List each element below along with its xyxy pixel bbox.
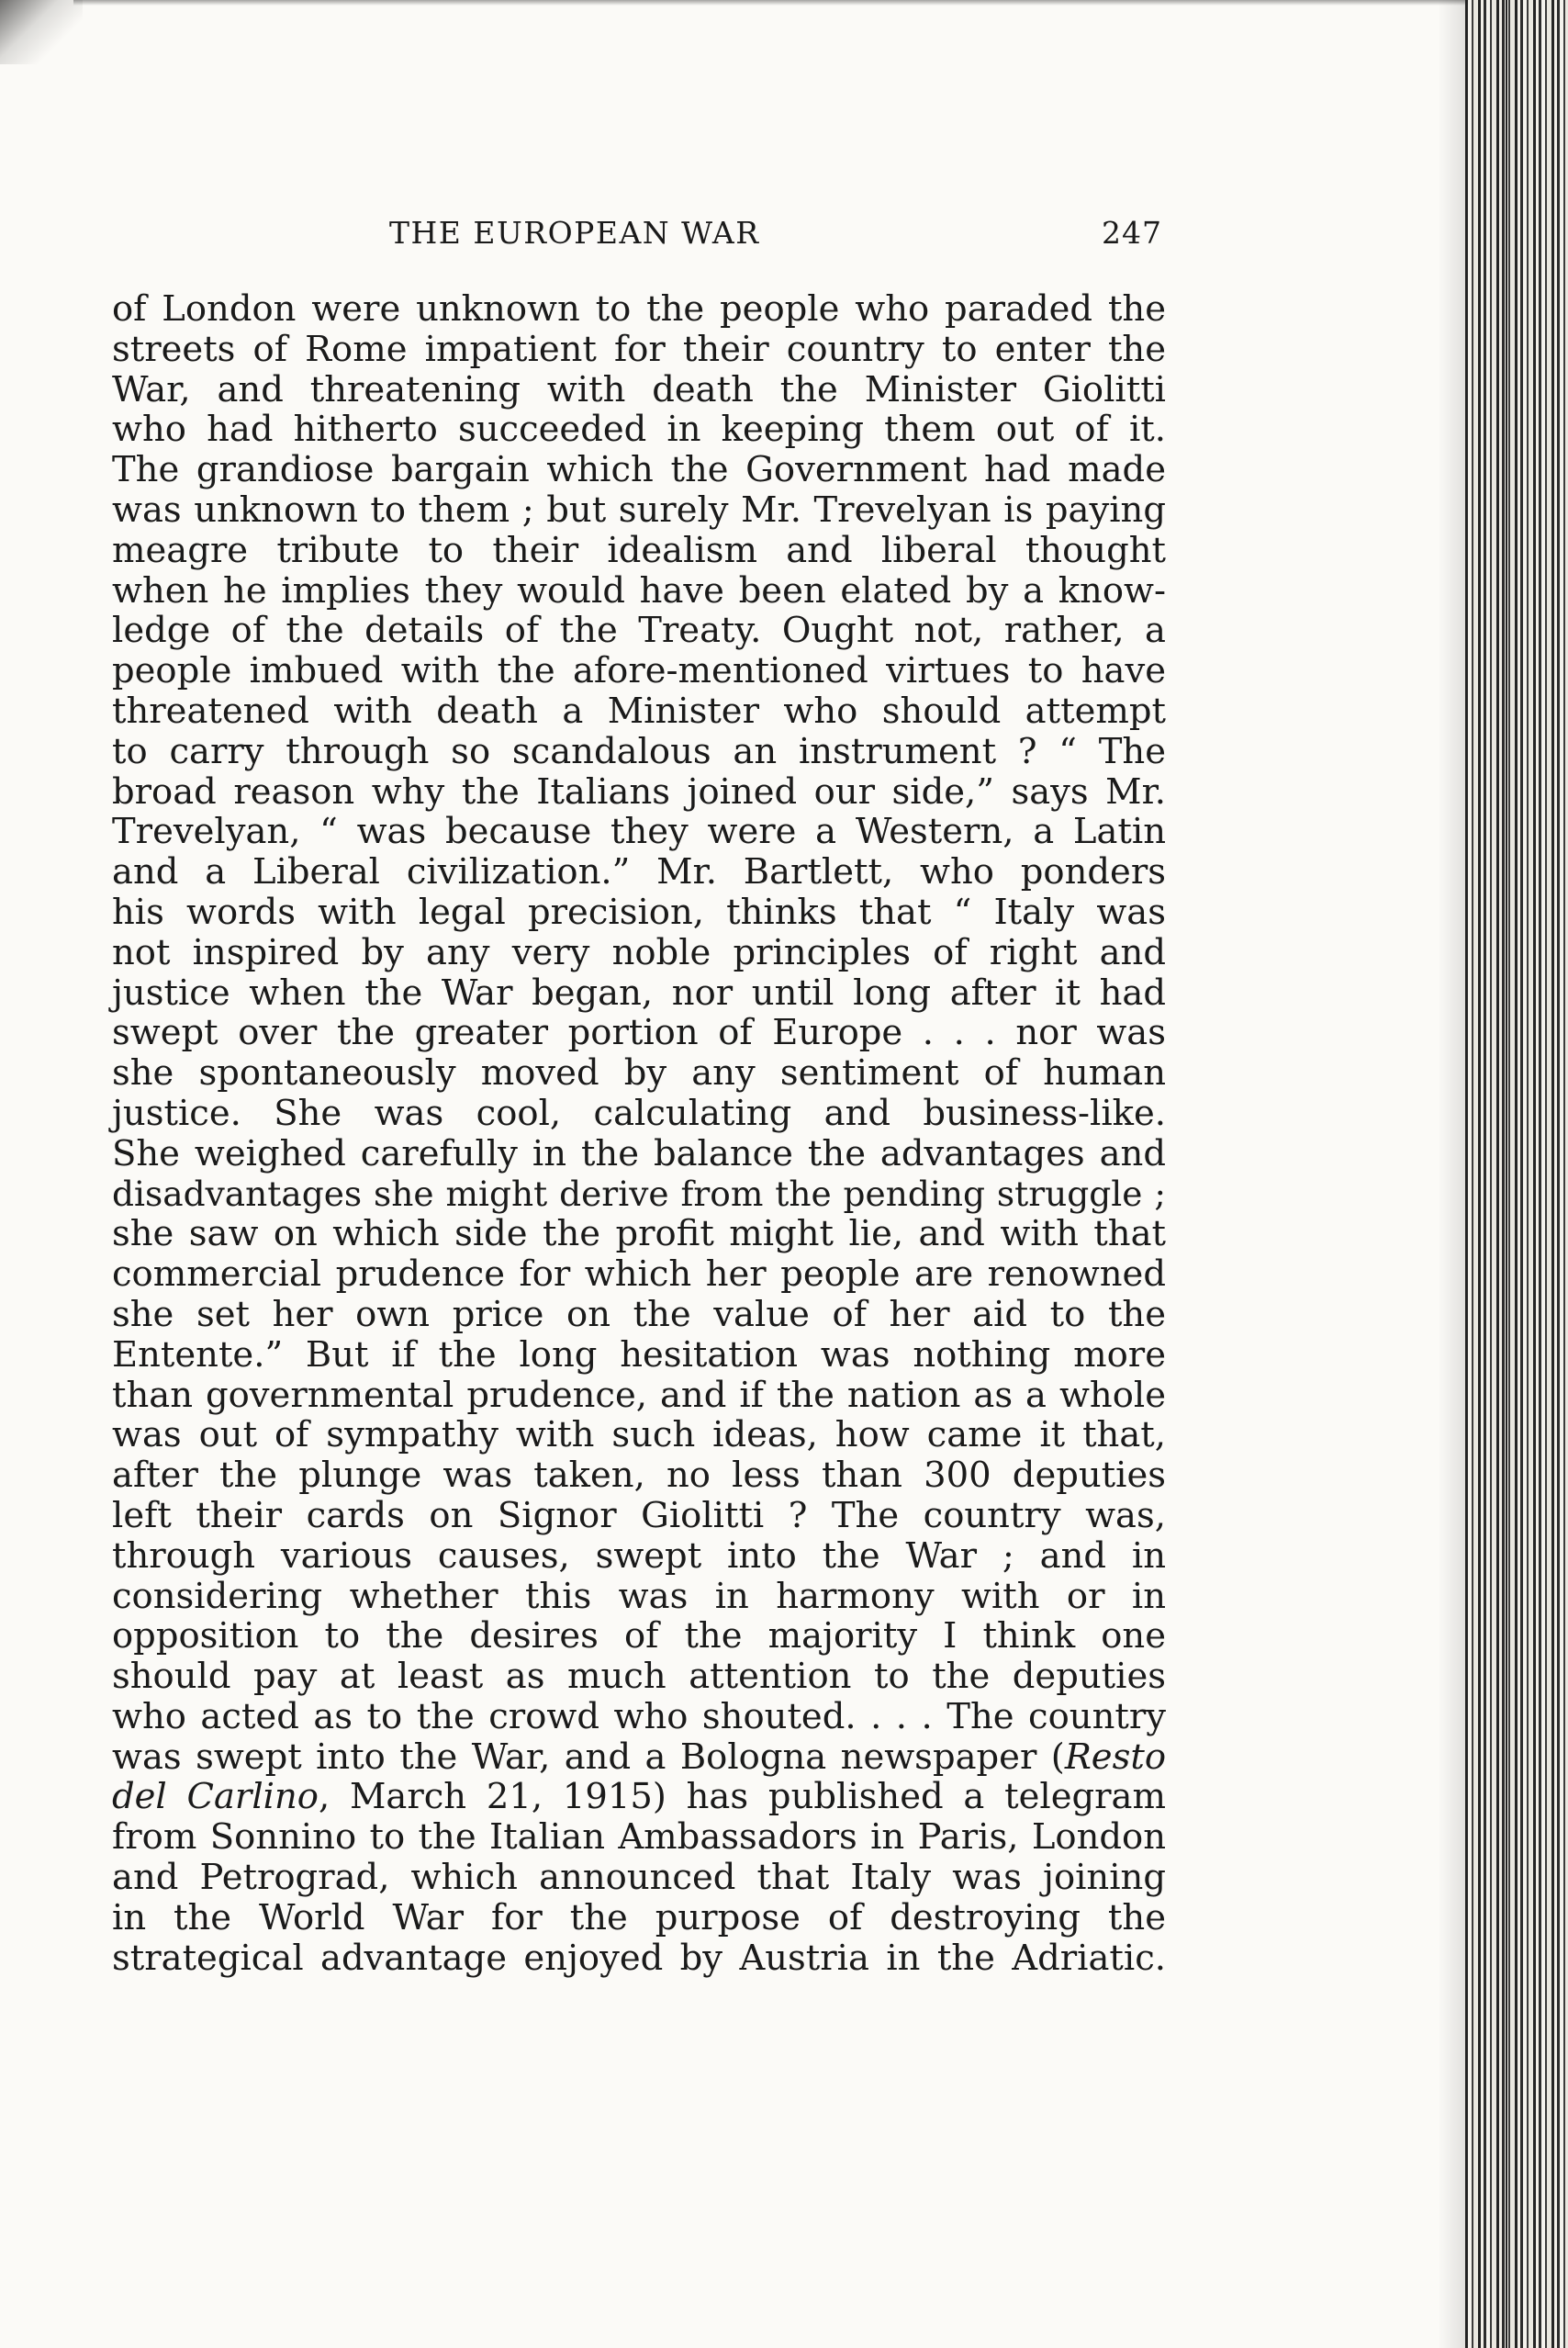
- text-line: disadvantages she might derive from the pending struggle ;: [112, 1173, 1166, 1214]
- text-line: Entente.” But if the long hesitation was nothing more: [112, 1333, 1166, 1376]
- gutter-shadow: [1438, 0, 1465, 2348]
- text-line: from Sonnino to the Italian Ambassadors in Paris, London: [112, 1816, 1166, 1859]
- binding-line: [1465, 0, 1467, 2348]
- text-line: she spontaneously moved by any sentiment of human: [112, 1052, 1166, 1095]
- text-line: and a Liberal civilization.” Mr. Bartlett, who ponders: [112, 851, 1166, 893]
- text-line: in the World War for the purpose of destroying the: [112, 1896, 1166, 1938]
- text-line: after the plunge was taken, no less than 300 deputies: [112, 1455, 1166, 1497]
- text-line: people imbued with the afore-mentioned virtues to have: [112, 650, 1166, 692]
- text-line: his words with legal precision, thinks that “ Italy was: [112, 891, 1166, 933]
- text-line: of London were unknown to the people who paraded the: [112, 288, 1166, 330]
- text-line: ledge of the details of the Treaty. Ought not, rather, a: [112, 610, 1166, 652]
- text-line: when he implies they would have been elated by a know-: [112, 569, 1166, 612]
- scan-shadow: [0, 0, 83, 64]
- text-line: threatened with death a Minister who should attempt: [112, 690, 1166, 732]
- text-line: who had hitherto succeeded in keeping them out of it.: [112, 409, 1166, 451]
- body-text: [112, 289, 1166, 1978]
- scan-edge: [73, 0, 1469, 6]
- text-line: justice. She was cool, calculating and business-like.: [112, 1092, 1166, 1134]
- page-number: 247: [1102, 215, 1162, 251]
- running-header: [116, 215, 1162, 263]
- binding-line: [1506, 0, 1507, 2348]
- text-line: justice when the War began, nor until long after it had: [112, 972, 1166, 1014]
- text-line: than governmental prudence, and if the nation as a whole: [112, 1374, 1166, 1416]
- text-line: left their cards on Signor Giolitti ? The country was,: [112, 1494, 1166, 1536]
- text-line: War, and threatening with death the Minister Giolitti: [112, 368, 1166, 410]
- text-line: The grandiose bargain which the Government had made: [112, 449, 1166, 491]
- binding-line: [1478, 0, 1480, 2348]
- running-title: THE EUROPEAN WAR: [389, 215, 760, 251]
- text-line: she set her own price on the value of her aid to the: [112, 1293, 1166, 1335]
- text-line: not inspired by any very noble principles of right and: [112, 931, 1166, 973]
- text-line: she saw on which side the profit might lie, and with that: [112, 1213, 1166, 1255]
- text-line: meagre tribute to their idealism and liberal thought: [112, 529, 1166, 571]
- text-line: commercial prudence for which her people are renowned: [112, 1253, 1166, 1296]
- text-line: should pay at least as much attention to the deputies: [112, 1656, 1166, 1698]
- text-line: and Petrograd, which announced that Italy was joining: [112, 1857, 1166, 1899]
- text-line: was out of sympathy with such ideas, how came it that,: [112, 1414, 1166, 1456]
- text-line: She weighed carefully in the balance the advantages and: [112, 1132, 1166, 1174]
- text-line: strategical advantage enjoyed by Austria in the Adriatic.: [112, 1937, 1166, 1979]
- text-line: who acted as to the crowd who shouted. . . . The country: [112, 1695, 1166, 1737]
- text-line: Trevelyan, “ was because they were a Western, a Latin: [112, 811, 1166, 853]
- book-binding: [1465, 0, 1568, 2348]
- text-line: through various causes, swept into the War ; and in: [112, 1534, 1166, 1577]
- text-line: was unknown to them ; but surely Mr. Trevelyan is paying: [112, 489, 1166, 531]
- text-line: streets of Rome impatient for their country to enter the: [112, 328, 1166, 370]
- text-line: del Carlino, March 21, 1915) has published a telegram: [112, 1776, 1166, 1818]
- text-line: broad reason why the Italians joined our side,” says Mr.: [112, 770, 1166, 813]
- text-line: to carry through so scandalous an instrument ? “ The: [112, 730, 1166, 772]
- text-line: considering whether this was in harmony with or in: [112, 1575, 1166, 1617]
- text-line: swept over the greater portion of Europe . . . nor was: [112, 1012, 1166, 1054]
- text-line: was swept into the War, and a Bologna newspaper (Resto: [112, 1736, 1166, 1778]
- text-line: opposition to the desires of the majority I think one: [112, 1615, 1166, 1657]
